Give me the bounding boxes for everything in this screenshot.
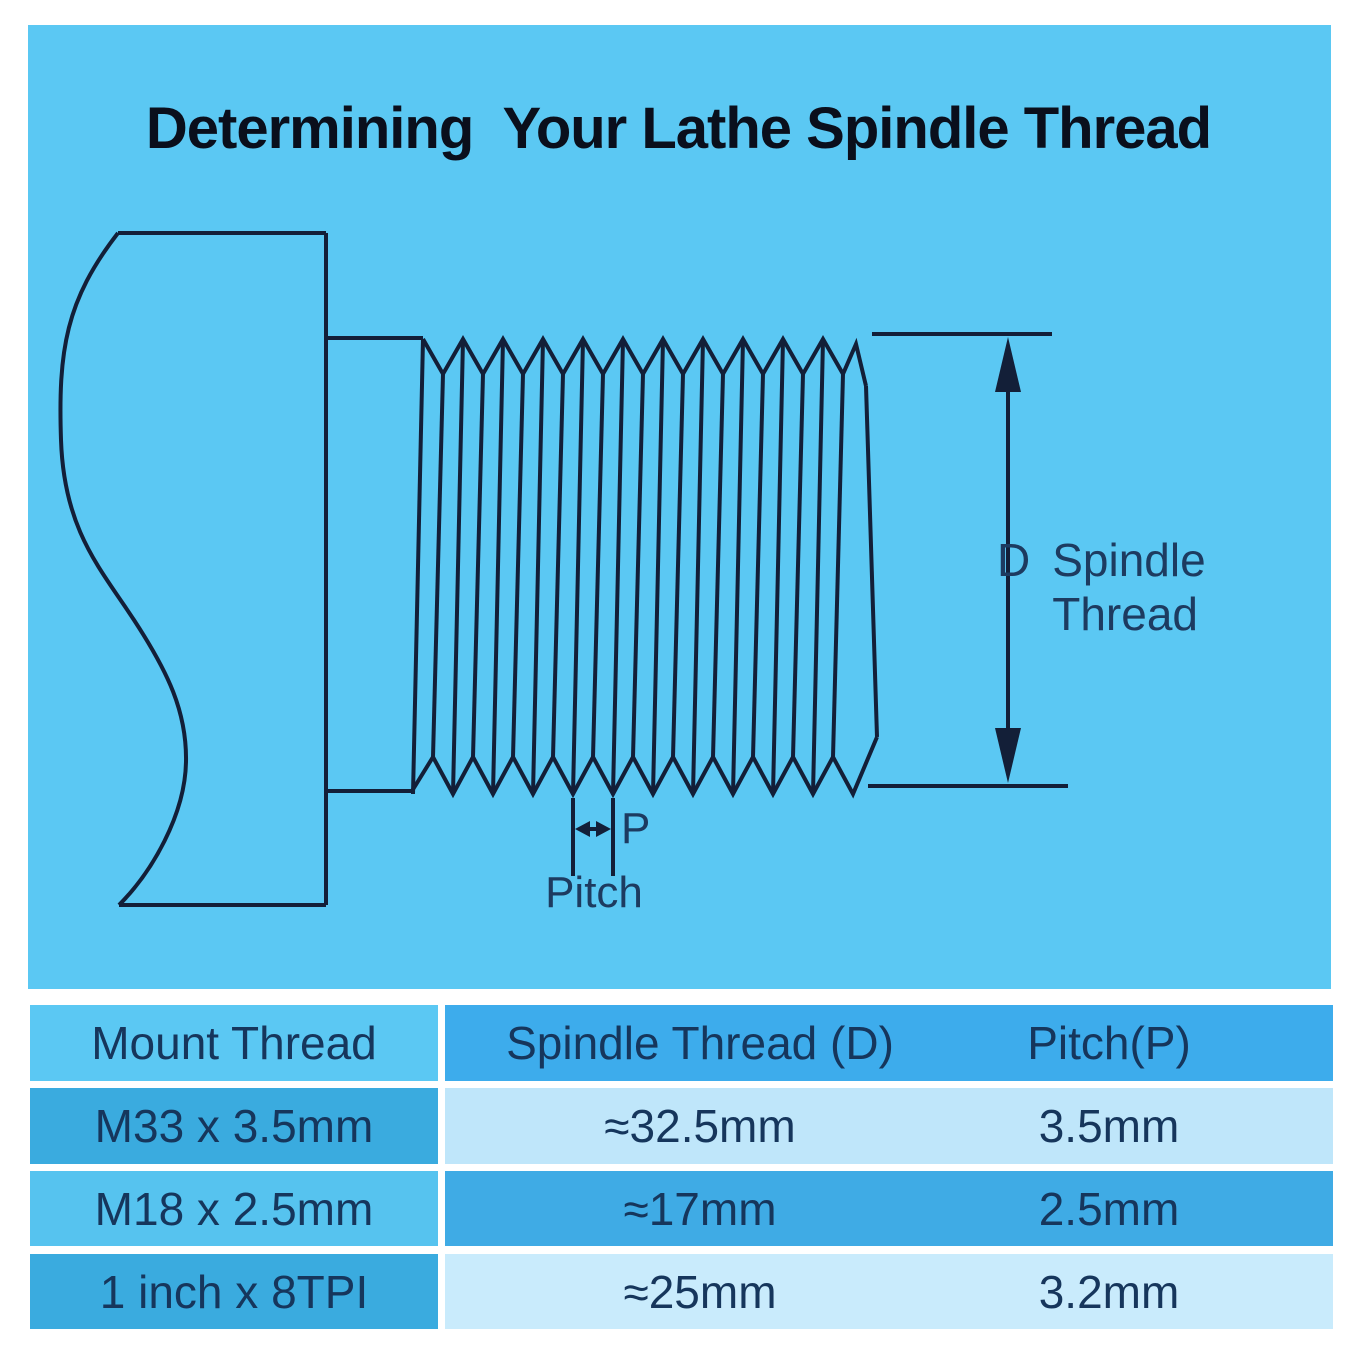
diameter-text: Spindle Thread	[1052, 534, 1206, 640]
header-mount-thread: Mount Thread	[30, 1005, 438, 1081]
header-spindle-thread: Spindle Thread (D)	[506, 1017, 894, 1069]
table-header-row	[30, 1005, 1333, 1081]
row-right-band	[445, 1088, 1333, 1164]
column-gap	[438, 1171, 445, 1246]
header-pitch: Pitch(P)	[1027, 1017, 1191, 1069]
pitch-value: 3.5mm	[1038, 1100, 1180, 1152]
pitch-letter-label: P	[621, 804, 651, 853]
table-row	[30, 1171, 1333, 1246]
pitch-text-label: Pitch	[545, 868, 643, 917]
header-right-band	[445, 1005, 1333, 1081]
column-gap	[438, 1088, 445, 1164]
row-right-band	[445, 1254, 1333, 1329]
pitch-value: 3.2mm	[1038, 1265, 1180, 1318]
page-title: Determining Your Lathe Spindle Thread	[145, 96, 1212, 161]
mount-thread-value: 1 inch x 8TPI	[30, 1254, 438, 1329]
column-gap	[438, 1005, 445, 1081]
row-right-band	[445, 1171, 1333, 1246]
spindle-thread-value: ≈32.5mm	[604, 1100, 796, 1152]
mount-thread-value: M18 x 2.5mm	[30, 1171, 438, 1246]
pitch-value: 2.5mm	[1038, 1182, 1180, 1235]
table-row	[30, 1088, 1333, 1164]
table-row	[30, 1254, 1333, 1329]
diameter-dimension-label	[997, 533, 1357, 641]
spindle-thread-value: ≈17mm	[623, 1182, 777, 1235]
spindle-thread-value: ≈25mm	[623, 1265, 777, 1318]
mount-thread-value: M33 x 3.5mm	[30, 1088, 438, 1164]
diameter-letter: D	[997, 534, 1031, 586]
column-gap	[438, 1254, 445, 1329]
